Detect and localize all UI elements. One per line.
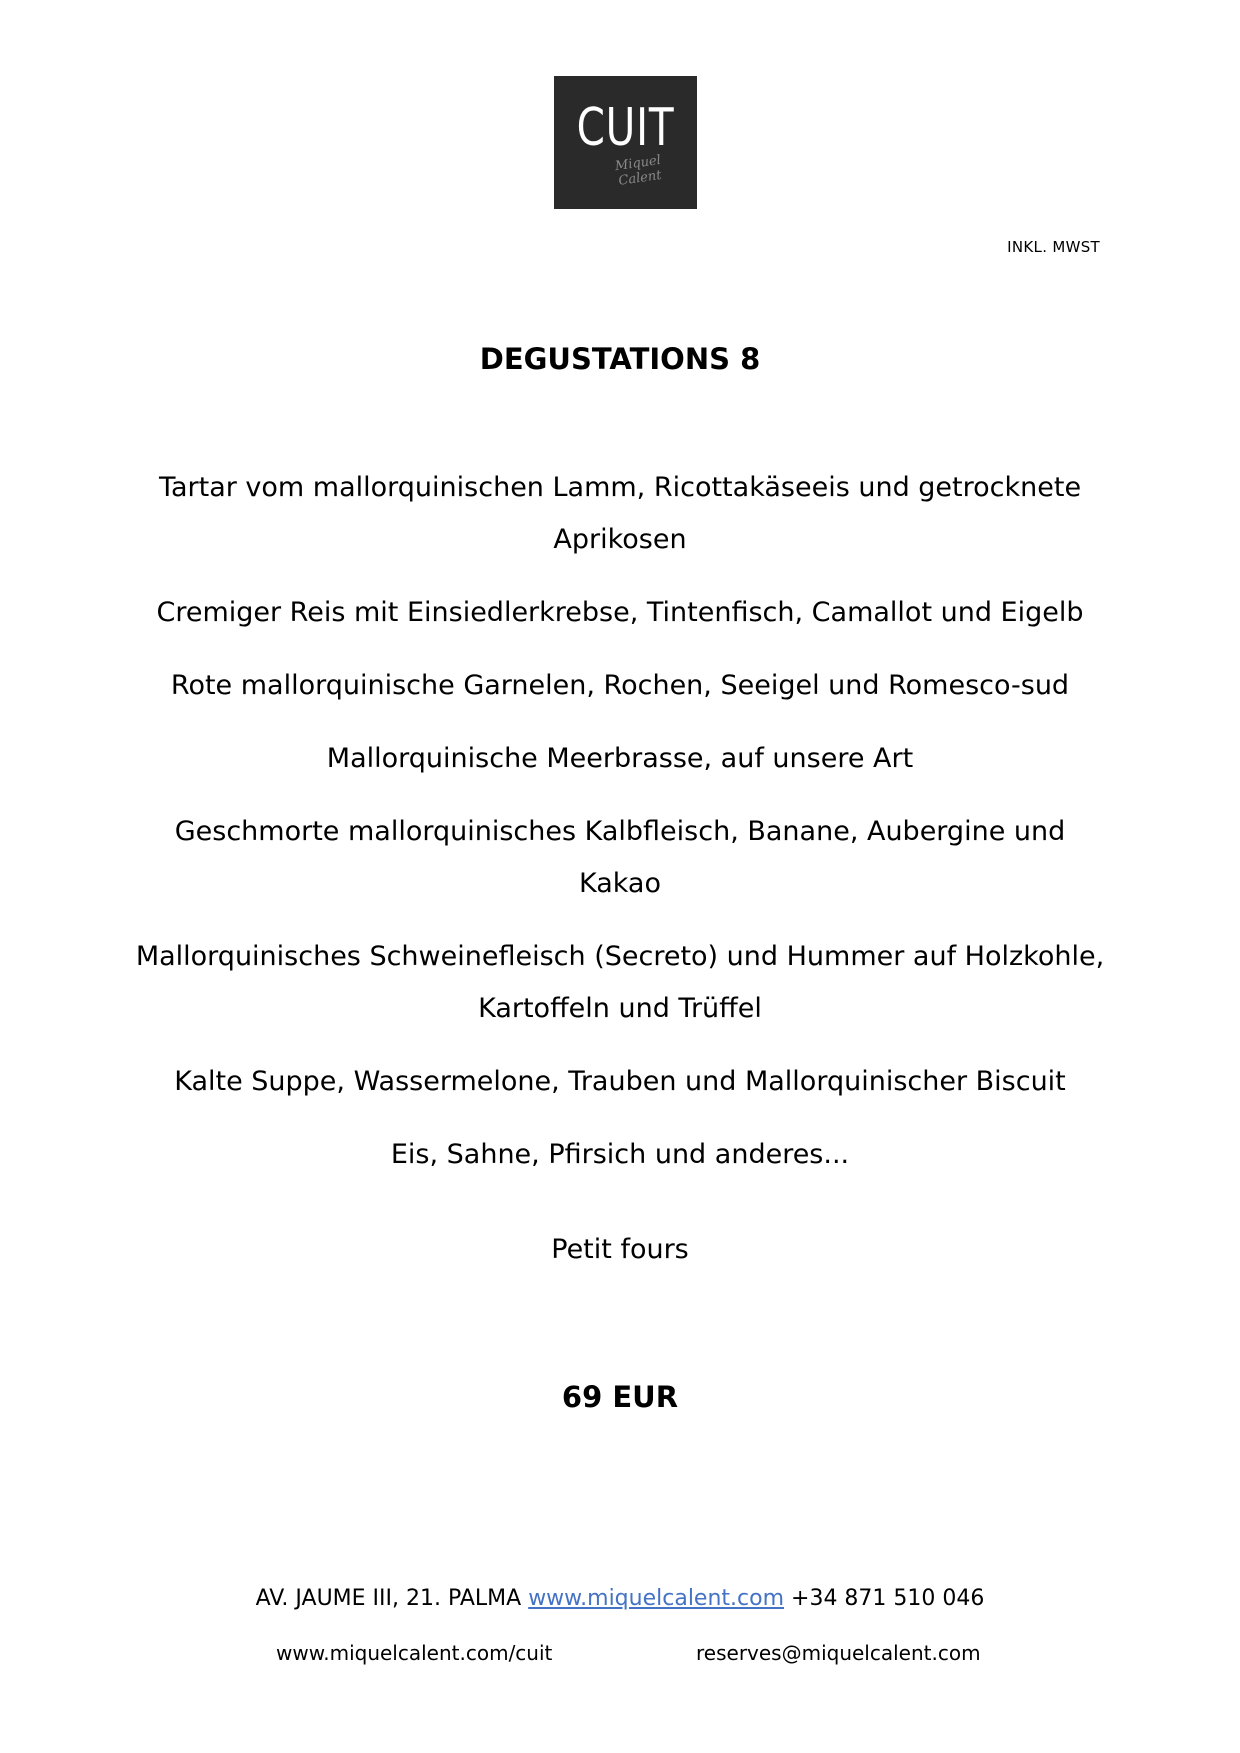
footer-phone: +34 871 510 046 (791, 1586, 985, 1611)
course-item: Geschmorte mallorquinisches Kalbfleisch, Banane, Aubergine und Kakao (174, 816, 1066, 899)
logo-signature: Miquel Calent (614, 152, 663, 189)
tax-note: INKL. MWST (1007, 238, 1100, 256)
petit-fours: Petit fours (551, 1234, 689, 1265)
footer-web-cuit: www.miquelcalent.com/cuit (276, 1641, 553, 1665)
course-list (130, 462, 1110, 1202)
course-item: Cremiger Reis mit Einsiedlerkrebse, Tintenfisch, Camallot und Eigelb (156, 597, 1084, 628)
logo-wordmark: CUIT (576, 98, 675, 158)
website-link[interactable]: www.miquelcalent.com (528, 1586, 785, 1611)
menu-title: DEGUSTATIONS 8 (479, 342, 761, 376)
footer-address-line (0, 1586, 1240, 1611)
course-item: Mallorquinische Meerbrasse, auf unsere Art (326, 743, 914, 774)
course-item: Rote mallorquinische Garnelen, Rochen, Seeigel und Romesco-sud (170, 670, 1070, 701)
course-item: Mallorquinisches Schweinefleisch (Secreto) und Hummer auf Holzkohle, Kartoffeln und Trüffel (135, 941, 1105, 1024)
footer-email: reserves@miquelcalent.com (696, 1641, 981, 1665)
menu-price: 69 EUR (561, 1380, 679, 1414)
footer-address: AV. JAUME III, 21. PALMA (255, 1586, 522, 1611)
cuit-logo (554, 76, 697, 209)
course-item: Tartar vom mallorquinischen Lamm, Ricottakäseeis und getrocknete Aprikosen (158, 472, 1082, 555)
course-item: Kalte Suppe, Wassermelone, Trauben und Mallorquinischer Biscuit (174, 1066, 1066, 1097)
course-item: Eis, Sahne, Pfirsich und anderes... (390, 1139, 850, 1170)
